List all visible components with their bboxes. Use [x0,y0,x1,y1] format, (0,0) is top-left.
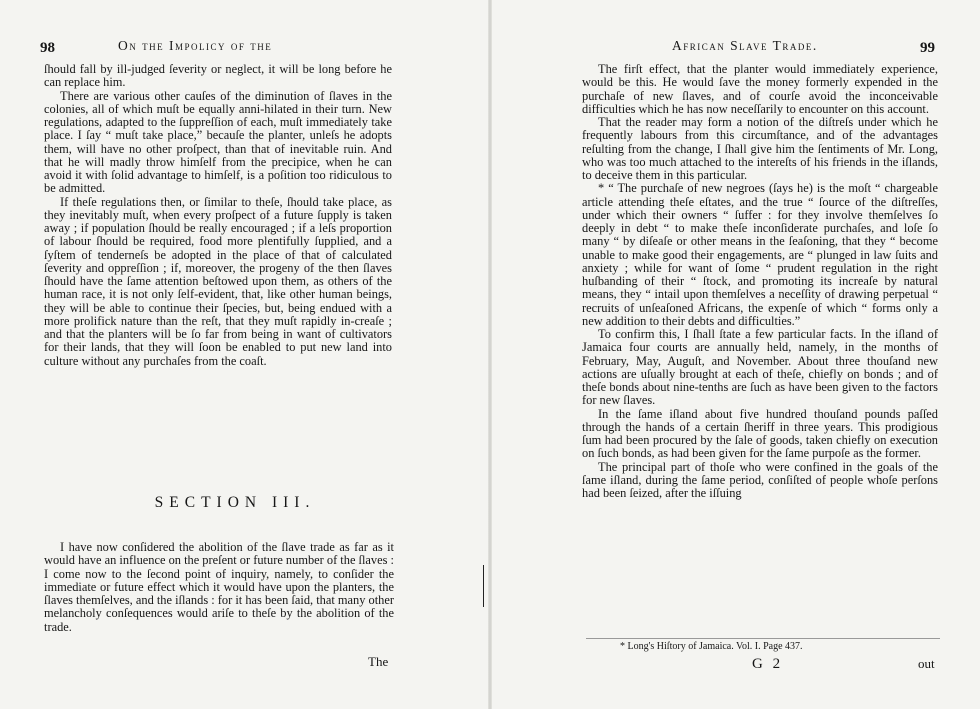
left-catchword: The [368,654,389,669]
left-body-text [44,63,392,368]
paragraph: The firſt effect, that the planter would immediately experience, would be this. He would ſave the money formerly expended in the purchaſe of new ſlaves, and of courſe avoid the inconceivable difficulties which he has now neceſſarily to encounter on this account. [582,62,938,116]
paragraph: * “ The purchaſe of new negroes (ſays he) is the moſt “ chargeable article attending theſe eſtates, and the true “ ſource of the diſtreſſes, under which their owners “ ſuffer : for they involve themſelves ſo deeply in debt “ to make theſe inconſiderate purchaſes, and loſe ſo many “ by diſeaſe or other means in the ſeaſoning, that they “ become unable to make good their engagements, are “ plunged in law ſuits and anxiety ; while for want of ſome “ prudent regulation in the right huſbanding of their “ ſtock, and promoting its increaſe by natural means, they “ intail upon themſelves a neceſſity of drawing perpetual “ recruits of unſeaſoned Africans, the expenſe of which “ forms only a new addition to their debts and difficulties.” [582,181,938,328]
paragraph: In the ſame iſland about five hundred thouſand pounds paſſed through the hands of a certain ſheriff in three years. This prodigious ſum had been procured by the ſale of goods, taken chiefly on execution on ſuch bonds, as had been given for the ſame purpoſe as the former. [582,406,938,461]
margin-mark [483,565,484,607]
left-page-number: 98 [40,40,55,56]
signature-mark: G 2 [752,656,784,672]
right-catchword: out [918,656,935,671]
paragraph: There are various other cauſes of the diminution of ſlaves in the colonies, all of which muſt be equally anni-hilated in their turn. New regulations, adapted to the ſuppreſſion of each, muſt immediately take place. I ſay “ muſt take place,” becauſe the planter, unleſs he adopts them, will have no other proſpect, than that of inevitable ruin. And that he will madly throw himſelf from the precipice, when he can avoid it with ſolid advantage to himſelf, is a poſition too ridiculous to be admitted. [44,88,392,196]
left-running-head: On the Impolicy of the [118,38,273,53]
right-running-head: African Slave Trade. [672,38,818,53]
right-body-text [582,63,938,500]
footnote-rule [586,638,940,639]
section-heading: SECTION III. [154,494,316,511]
paragraph: That the reader may form a notion of the diſtreſs under which he frequently labours from this circumſtance, and of the advantages reſulting from the change, I ſhall give him the ſentiments of Mr. Long, who was too much attached to the intereſts of his friends in the iſlands, to deceive them in this particular. [582,115,938,182]
section-body-text [44,541,394,634]
paragraph: I have now conſidered the abolition of the ſlave trade as far as it would have an influence on the preſent or future number of the ſlaves : I come now to the ſecond point of inquiry, namely, to conſider the immediate or future effect which it would have upon the planters, the ſlaves themſelves, and the iſlands : for it has been ſaid, that many other melancholy conſequences would ariſe to theſe by the abolition of the trade. [44,540,394,634]
paragraph: To confirm this, I ſhall ſtate a few particular facts. In the iſland of Jamaica four courts are annually held, namely, in the months of February, May, Auguſt, and November. About three thouſand new actions are uſually brought at each of theſe, chiefly on bonds ; and of theſe bonds about nine-tenths are ſuch as have been given to the factors for new ſlaves. [582,327,938,408]
paragraph: ſhould fall by ill-judged ſeverity or neglect, it will be long before he can replace him. [44,62,392,90]
paragraph: The principal part of thoſe who were confined in the goals of the ſame iſland, during the ſame period, conſiſted of people whoſe perſons had been ſeized, after the iſſuing [582,459,938,500]
right-page [490,0,980,709]
footnote: * Long's Hiſtory of Jamaica. Vol. I. Page 437. [620,641,803,652]
right-page-number: 99 [920,40,935,56]
paragraph: If theſe regulations then, or ſimilar to theſe, ſhould take place, as they inevitably muſt, when every proſpect of a future ſupply is taken away ; if population ſhould be really encouraged ; if a leſs proportion of labour ſhould be required, food more plentifully ſupplied, and a ſyſtem of tenderneſs be adopted in the place of that of calculated ſeverity and oppreſſion ; if, moreover, the progeny of the then ſlaves ſhould have the ſame attention beſtowed upon them, as others of the human race, it is not only ſelf-evident, that, like other human beings, they will be able to continue their ſpecies, but, being endued with a more prolifick nature than the reſt, that they muſt rapidly in-creaſe ; and that the planters will be ſo far from being in want of cultivators for their lands, that they will ſoon be enabled to put new land into culture without any purchaſes from the coaſt. [44,194,392,368]
